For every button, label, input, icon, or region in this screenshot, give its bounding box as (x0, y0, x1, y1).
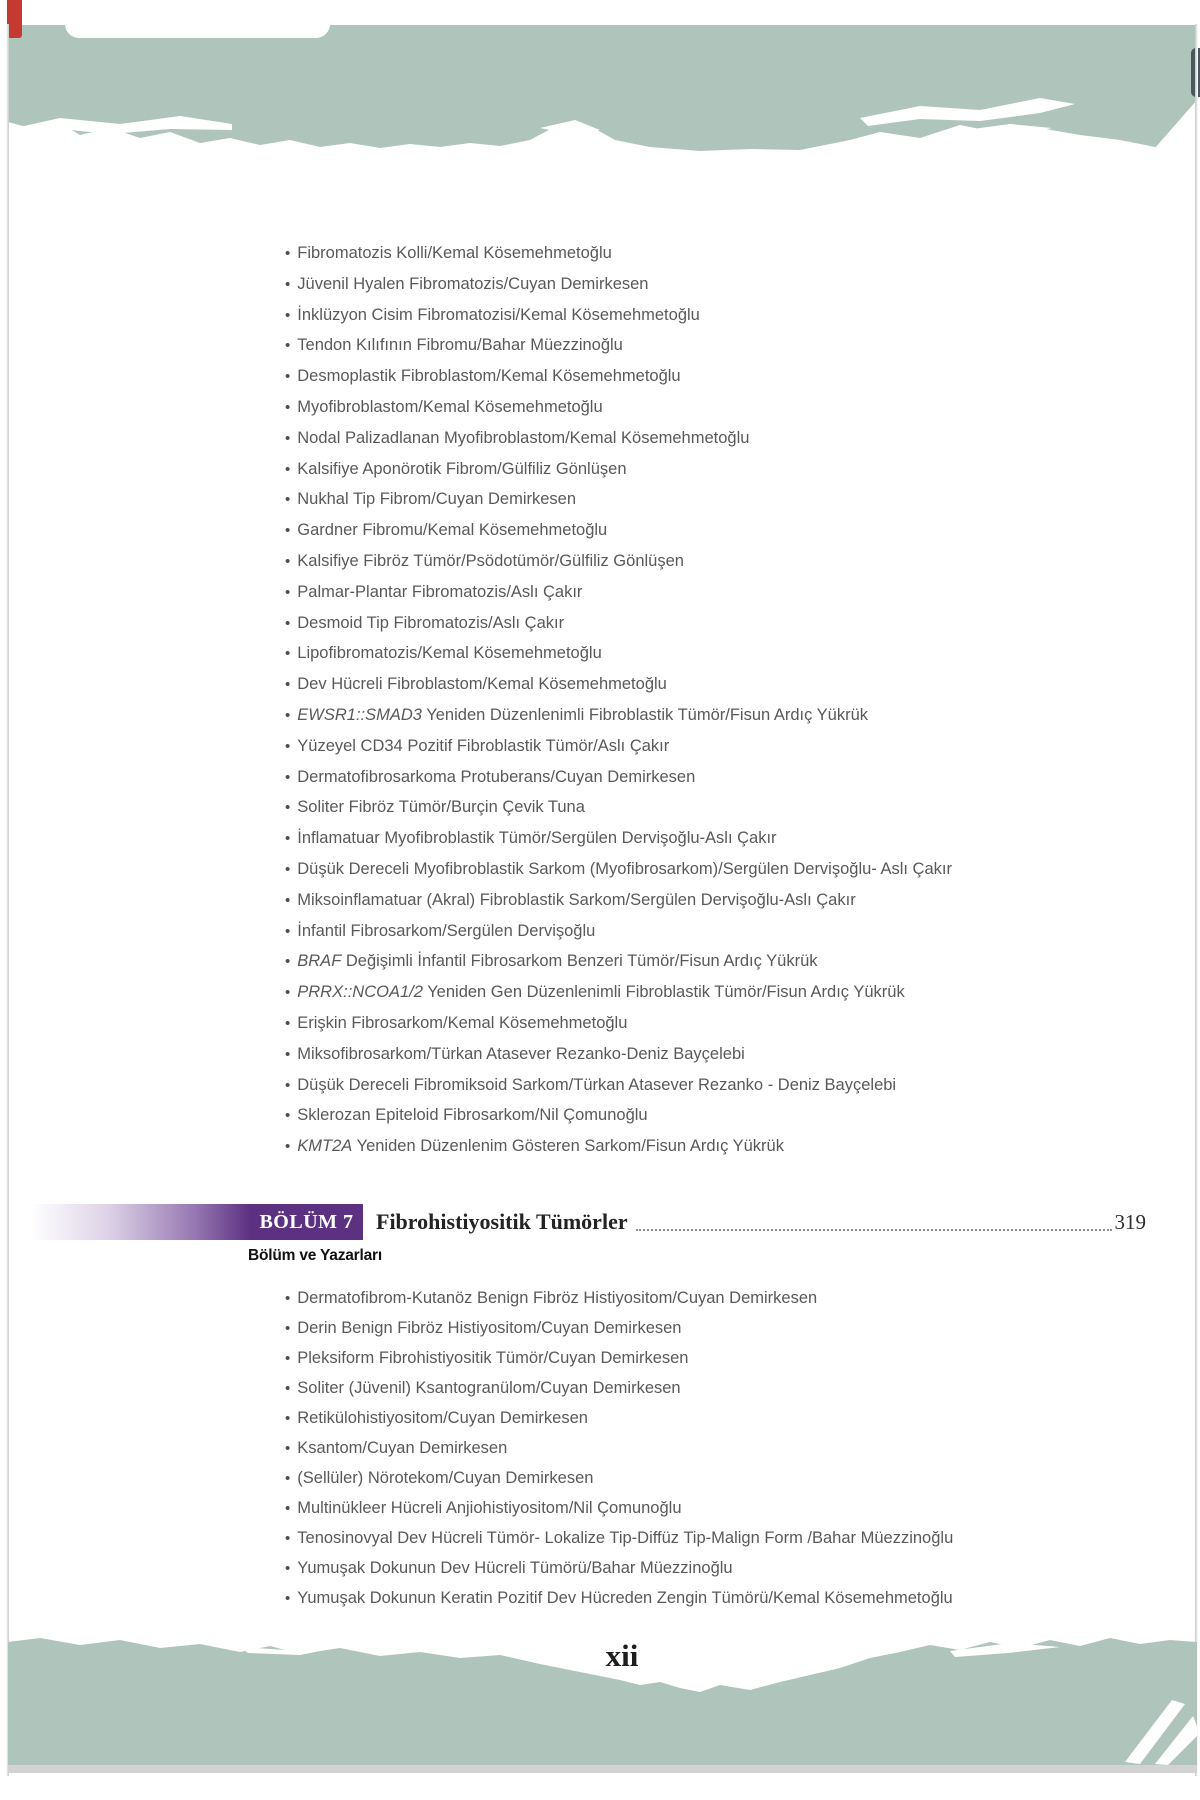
toc-item: • PRRX::NCOA1/2 Yeniden Gen Düzenlenimli Fibroblastik Tümör/Fisun Ardıç Yükrük (285, 977, 952, 1008)
red-bookmark-tab (7, 0, 22, 38)
page-folio: xii (605, 1638, 639, 1673)
toc-item: • Gardner Fibromu/Kemal Kösemehmetoğlu (285, 515, 952, 546)
toc-item: • İnfantil Fibrosarkom/Sergülen Dervişoğlu (285, 916, 952, 947)
toc-item: • Miksofibrosarkom/Türkan Atasever Rezanko-Deniz Bayçelebi (285, 1039, 952, 1070)
chapter-badge (250, 1204, 363, 1240)
toc-item: • Kalsifiye Aponörotik Fibrom/Gülfiliz Gönlüşen (285, 454, 952, 485)
toc-item: • Tenosinovyal Dev Hücreli Tümör- Lokalize Tip-Diffüz Tip-Malign Form /Bahar Müezzinoğlu (285, 1523, 953, 1553)
chapter-title-row (376, 1204, 1146, 1240)
toc-item: • Soliter Fibröz Tümör/Burçin Çevik Tuna (285, 792, 952, 823)
toc-item: • Multinükleer Hücreli Anjiohistiyositom/Nil Çomunoğlu (285, 1493, 953, 1523)
toc-item: • Tendon Kılıfının Fibromu/Bahar Müezzinoğlu (285, 330, 952, 361)
toc-item: • Erişkin Fibrosarkom/Kemal Kösemehmetoğlu (285, 1008, 952, 1039)
toc-item: • İnklüzyon Cisim Fibromatozisi/Kemal Kösemehmetoğlu (285, 300, 952, 331)
chapter-contents-list (285, 238, 952, 1162)
chapter-badge-label: BÖLÜM 7 (259, 1210, 354, 1233)
authors-heading: Bölüm ve Yazarları (248, 1247, 382, 1264)
dotted-leader (636, 1228, 1112, 1231)
toc-item: • Dermatofibrosarkoma Protuberans/Cuyan Demirkesen (285, 762, 952, 793)
toc-item: • Myofibroblastom/Kemal Kösemehmetoğlu (285, 392, 952, 423)
toc-item: • Nukhal Tip Fibrom/Cuyan Demirkesen (285, 484, 952, 515)
toc-item: • Ksantom/Cuyan Demirkesen (285, 1433, 953, 1463)
toc-item: • Düşük Dereceli Fibromiksoid Sarkom/Türkan Atasever Rezanko - Deniz Bayçelebi (285, 1070, 952, 1101)
toc-item: • Yumuşak Dokunun Dev Hücreli Tümörü/Bahar Müezzinoğlu (285, 1553, 953, 1583)
toc-item: • Dev Hücreli Fibroblastom/Kemal Kösemehmetoğlu (285, 669, 952, 700)
toc-item: • Yüzeyel CD34 Pozitif Fibroblastik Tümör/Aslı Çakır (285, 731, 952, 762)
top-notch-tab (65, 0, 330, 38)
page-edge-right (1195, 24, 1198, 1776)
toc-item: • Lipofibromatozis/Kemal Kösemehmetoğlu (285, 638, 952, 669)
toc-item: • Fibromatozis Kolli/Kemal Kösemehmetoğlu (285, 238, 952, 269)
toc-item: • Derin Benign Fibröz Histiyositom/Cuyan Demirkesen (285, 1313, 953, 1343)
page-edge-left (6, 24, 9, 1776)
toc-item: • Miksoinflamatuar (Akral) Fibroblastik Sarkom/Sergülen Dervişoğlu-Aslı Çakır (285, 885, 952, 916)
toc-item: • (Sellüler) Nörotekom/Cuyan Demirkesen (285, 1463, 953, 1493)
toc-item: • Jüvenil Hyalen Fibromatozis/Cuyan Demirkesen (285, 269, 952, 300)
toc-item: • Desmoplastik Fibroblastom/Kemal Kösemehmetoğlu (285, 361, 952, 392)
toc-item: • Yumuşak Dokunun Keratin Pozitif Dev Hücreden Zengin Tümörü/Kemal Kösemehmetoğlu (285, 1583, 953, 1613)
chapter-banner-gradient (30, 1204, 250, 1240)
gene-symbol: EWSR1::SMAD3 (297, 705, 422, 724)
gene-symbol: BRAF (297, 952, 342, 971)
toc-item: • EWSR1::SMAD3 Yeniden Düzenlenimli Fibroblastik Tümör/Fisun Ardıç Yükrük (285, 700, 952, 731)
gene-symbol: PRRX::NCOA1/2 (297, 983, 423, 1002)
toc-item: • Pleksiform Fibrohistiyositik Tümör/Cuyan Demirkesen (285, 1343, 953, 1373)
toc-item: • Palmar-Plantar Fibromatozis/Aslı Çakır (285, 577, 952, 608)
chapter-page-number: 319 (1114, 1209, 1146, 1234)
toc-item: • KMT2A Yeniden Düzenlenim Gösteren Sarkom/Fisun Ardıç Yükrük (285, 1131, 952, 1162)
toc-item: • Nodal Palizadlanan Myofibroblastom/Kemal Kösemehmetoğlu (285, 423, 952, 454)
toc-item: • Soliter (Jüvenil) Ksantogranülom/Cuyan Demirkesen (285, 1373, 953, 1403)
toc-item: • Sklerozan Epiteloid Fibrosarkom/Nil Çomunoğlu (285, 1100, 952, 1131)
toc-item: • BRAF Değişimli İnfantil Fibrosarkom Benzeri Tümör/Fisun Ardıç Yükrük (285, 946, 952, 977)
toc-item: • Düşük Dereceli Myofibroblastik Sarkom (Myofibrosarkom)/Sergülen Dervişoğlu- Aslı Çakır (285, 854, 952, 885)
toc-item: • Dermatofibrom-Kutanöz Benign Fibröz Histiyositom/Cuyan Demirkesen (285, 1283, 953, 1313)
chapter-title: Fibrohistiyositik Tümörler (376, 1209, 628, 1234)
toc-item: • Kalsifiye Fibröz Tümör/Psödotümör/Gülfiliz Gönlüşen (285, 546, 952, 577)
toc-item: • İnflamatuar Myofibroblastik Tümör/Sergülen Dervişoğlu-Aslı Çakır (285, 823, 952, 854)
gene-symbol: KMT2A (297, 1137, 353, 1156)
toc-item: • Retikülohistiyositom/Cuyan Demirkesen (285, 1403, 953, 1433)
toc-item: • Desmoid Tip Fibromatozis/Aslı Çakır (285, 608, 952, 639)
chapter7-contents-list (285, 1283, 953, 1613)
